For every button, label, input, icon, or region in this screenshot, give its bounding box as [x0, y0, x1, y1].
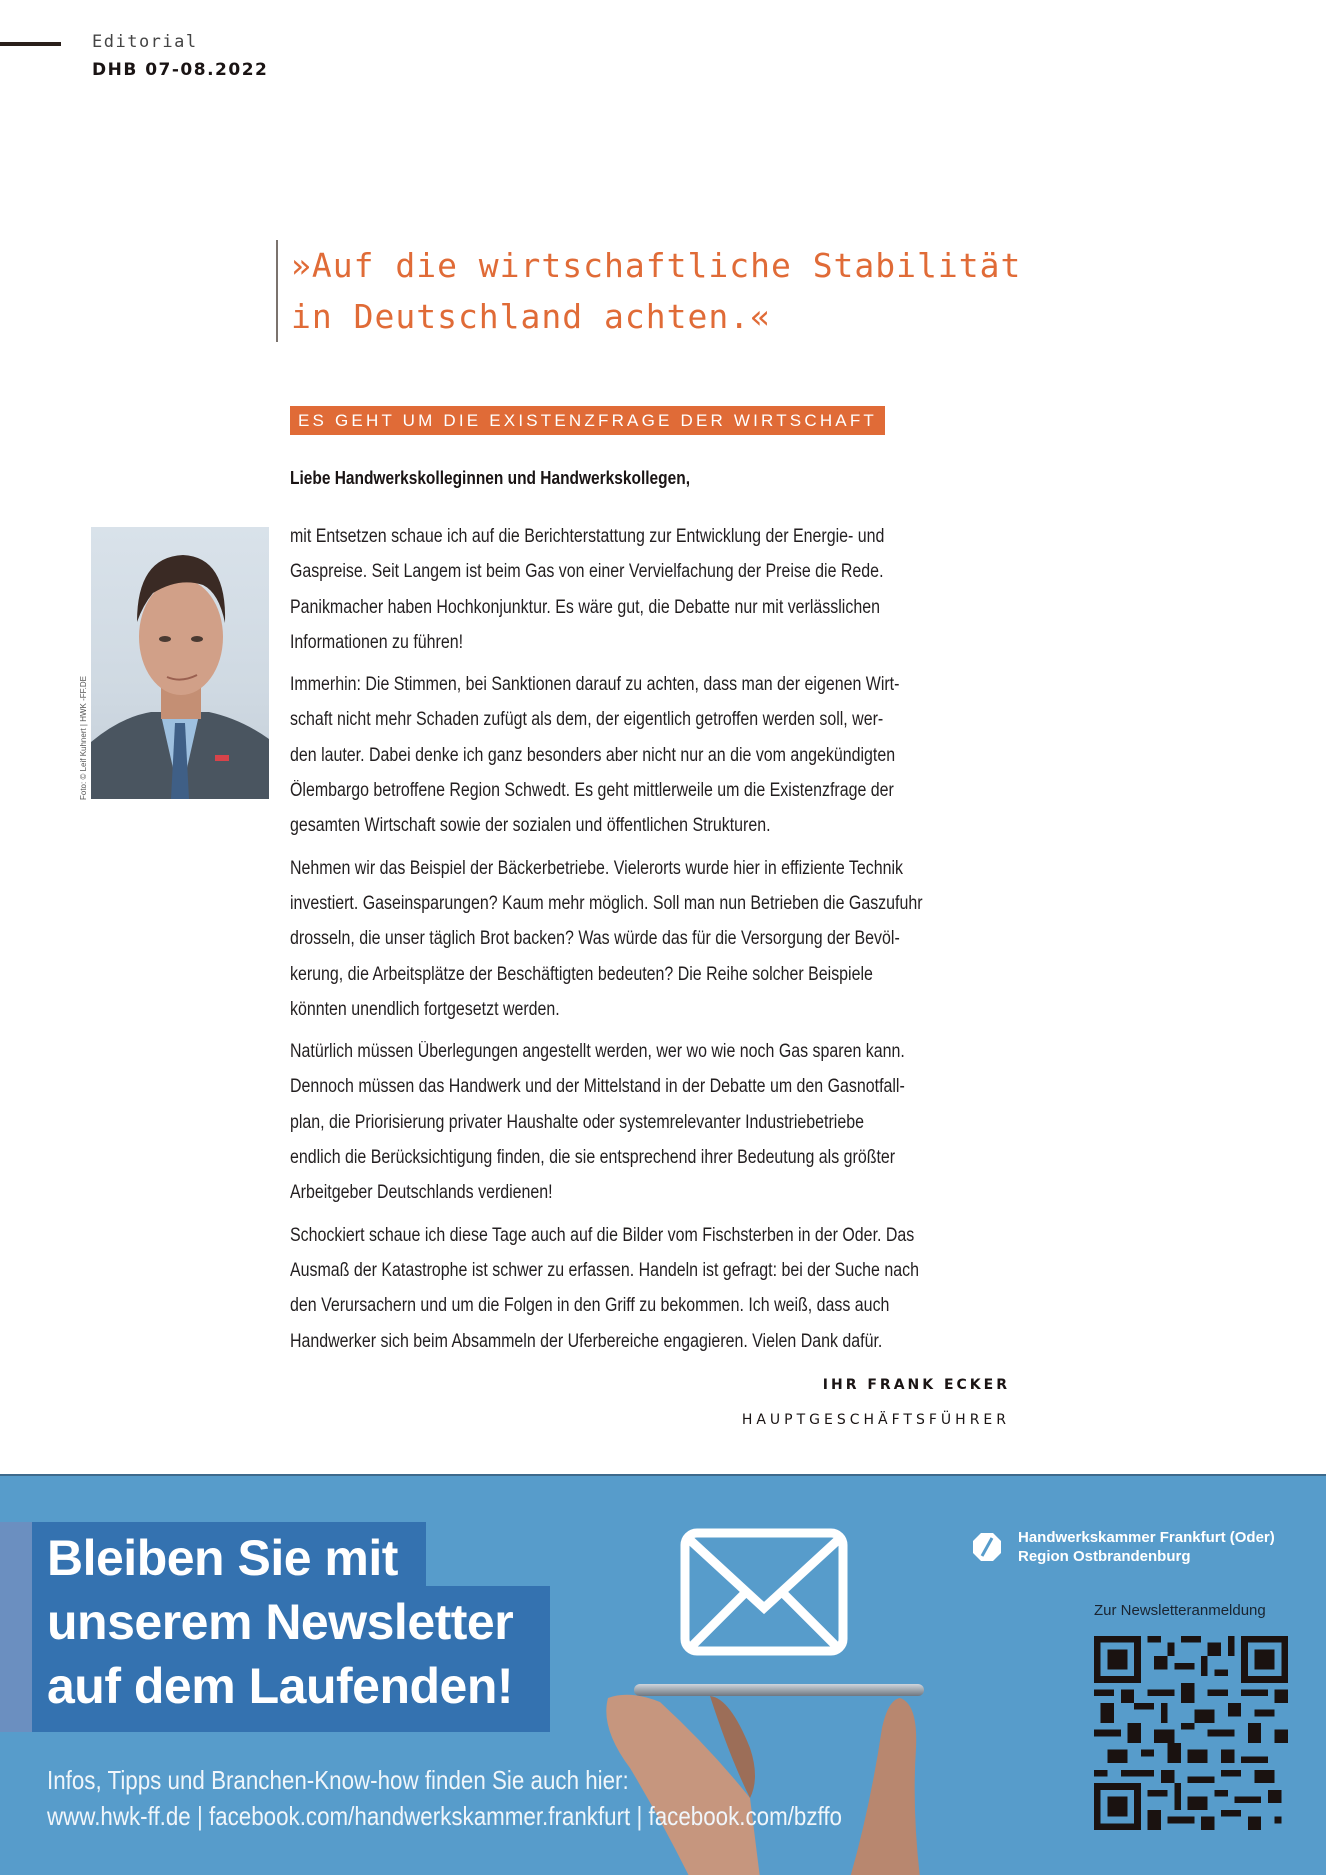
signature-title: HAUPTGESCHÄFTSFÜHRER: [741, 1412, 1010, 1428]
text-line: Nehmen wir das Beispiel der Bäckerbetriebe. Vielerorts wurde hier in effiziente Technik: [290, 857, 904, 879]
text-line: Schockiert schaue ich diese Tage auch auf die Bilder vom Fischsterben in der Oder. Das: [290, 1224, 915, 1246]
newsletter-banner: [0, 1474, 1326, 1875]
paragraph: [290, 667, 1008, 843]
links-line[interactable]: www.hwk-ff.de | facebook.com/handwerkskammer.frankfurt | facebook.com/bzffo: [47, 1801, 842, 1831]
text-line: Handwerker sich beim Absammeln der Uferbereiche engagieren. Vielen Dank dafür.: [290, 1330, 883, 1352]
org-name-line: Region Ostbrandenburg: [1018, 1548, 1191, 1565]
headline-line: auf dem Laufenden!: [47, 1658, 514, 1714]
issue-label: DHB 07-08.2022: [92, 60, 269, 80]
header-rule: [0, 42, 61, 46]
signature-name: IHR FRANK ECKER: [822, 1377, 1010, 1393]
section-label: Editorial: [92, 32, 198, 52]
banner-headline: [47, 1526, 513, 1718]
photo-credit: Foto: © Leif Kuhnert | HWK -FF.DE: [79, 675, 88, 800]
paragraph: [290, 851, 1008, 1027]
info-line: Infos, Tipps und Branchen-Know-how finden Sie auch hier:: [47, 1765, 629, 1795]
text-line: Panikmacher haben Hochkonjunktur. Es wäre gut, die Debatte nur mit verlässlichen: [290, 596, 880, 618]
text-line: Gaspreise. Seit Langem ist beim Gas von einer Vervielfachung der Preise die Rede.: [290, 561, 884, 583]
text-line: Ölembargo betroffene Region Schwedt. Es geht mittlerweile um die Existenzfrage der: [290, 780, 894, 802]
author-photo: [91, 527, 269, 799]
signature: [742, 1374, 1010, 1431]
info-text: [47, 1762, 842, 1834]
paragraph: [290, 1034, 1008, 1210]
quote-line: in Deutschland achten.«: [291, 297, 771, 336]
headline-line: Bleiben Sie mit: [47, 1530, 398, 1586]
text-line: Informationen zu führen!: [290, 631, 464, 653]
text-line: endlich die Berücksichtigung finden, die sie entsprechend ihrer Bedeutung als größter: [290, 1147, 896, 1169]
text-line: drosseln, die unser täglich Brot backen? Was würde das für die Versorgung der Bevöl-: [290, 928, 900, 950]
paragraph: [290, 1218, 1008, 1359]
text-line: mit Entsetzen schaue ich auf die Berichterstattung zur Entwicklung der Energie- und: [290, 526, 885, 547]
kicker-heading: ES GEHT UM DIE EXISTENZFRAGE DER WIRTSCHAFT: [290, 406, 885, 435]
text-line: plan, die Priorisierung privater Haushalte oder systemrelevanter Industriebetriebe: [290, 1111, 864, 1133]
headline-stripe: [0, 1522, 32, 1732]
salutation: Liebe Handwerkskolleginnen und Handwerkskollegen,: [290, 468, 690, 488]
paragraph: [290, 519, 1008, 660]
text-line: gesamten Wirtschaft sowie der sozialen und öffentlichen Strukturen.: [290, 815, 771, 837]
qr-label: Zur Newsletteranmeldung: [1094, 1602, 1266, 1619]
text-line: Immerhin: Die Stimmen, bei Sanktionen darauf zu achten, dass man der eigenen Wirt-: [290, 674, 900, 696]
text-line: Ausmaß der Katastrophe ist schwer zu erfassen. Handeln ist gefragt: bei der Suche nach: [290, 1259, 919, 1281]
envelope-icon: [680, 1528, 848, 1656]
text-line: den lauter. Dabei denke ich ganz besonders aber nicht nur an die vom angekündigten: [290, 744, 896, 766]
pull-quote: [276, 240, 1036, 342]
text-line: investiert. Gaseinsparungen? Kaum mehr möglich. Soll man nun Betrieben die Gaszufuhr: [290, 892, 923, 914]
text-line: Arbeitgeber Deutschlands verdienen!: [290, 1182, 553, 1204]
org-name-line: Handwerkskammer Frankfurt (Oder): [1018, 1529, 1275, 1546]
text-line: Dennoch müssen das Handwerk und der Mittelstand in der Debatte um den Gasnotfall-: [290, 1076, 905, 1098]
organization-name: [1018, 1528, 1275, 1566]
text-line: schaft nicht mehr Schaden zufügt als dem, der eigentlich getroffen werden soll, wer-: [290, 709, 884, 731]
text-line: könnten unendlich fortgesetzt werden.: [290, 998, 560, 1020]
text-line: kerung, die Arbeitsplätze der Beschäftigten bedeuten? Die Reihe solcher Beispiele: [290, 963, 873, 985]
headline-line: unserem Newsletter: [47, 1594, 514, 1650]
article-body: [290, 519, 1008, 1366]
text-line: Natürlich müssen Überlegungen angestellt werden, wer wo wie noch Gas sparen kann.: [290, 1041, 905, 1063]
quote-line: »Auf die wirtschaftliche Stabilität: [291, 246, 1022, 285]
qr-code[interactable]: [1094, 1636, 1288, 1830]
hwk-logo-icon: [972, 1532, 1002, 1562]
text-line: den Verursachern und um die Folgen in den Griff zu bekommen. Ich weiß, dass auch: [290, 1295, 890, 1317]
